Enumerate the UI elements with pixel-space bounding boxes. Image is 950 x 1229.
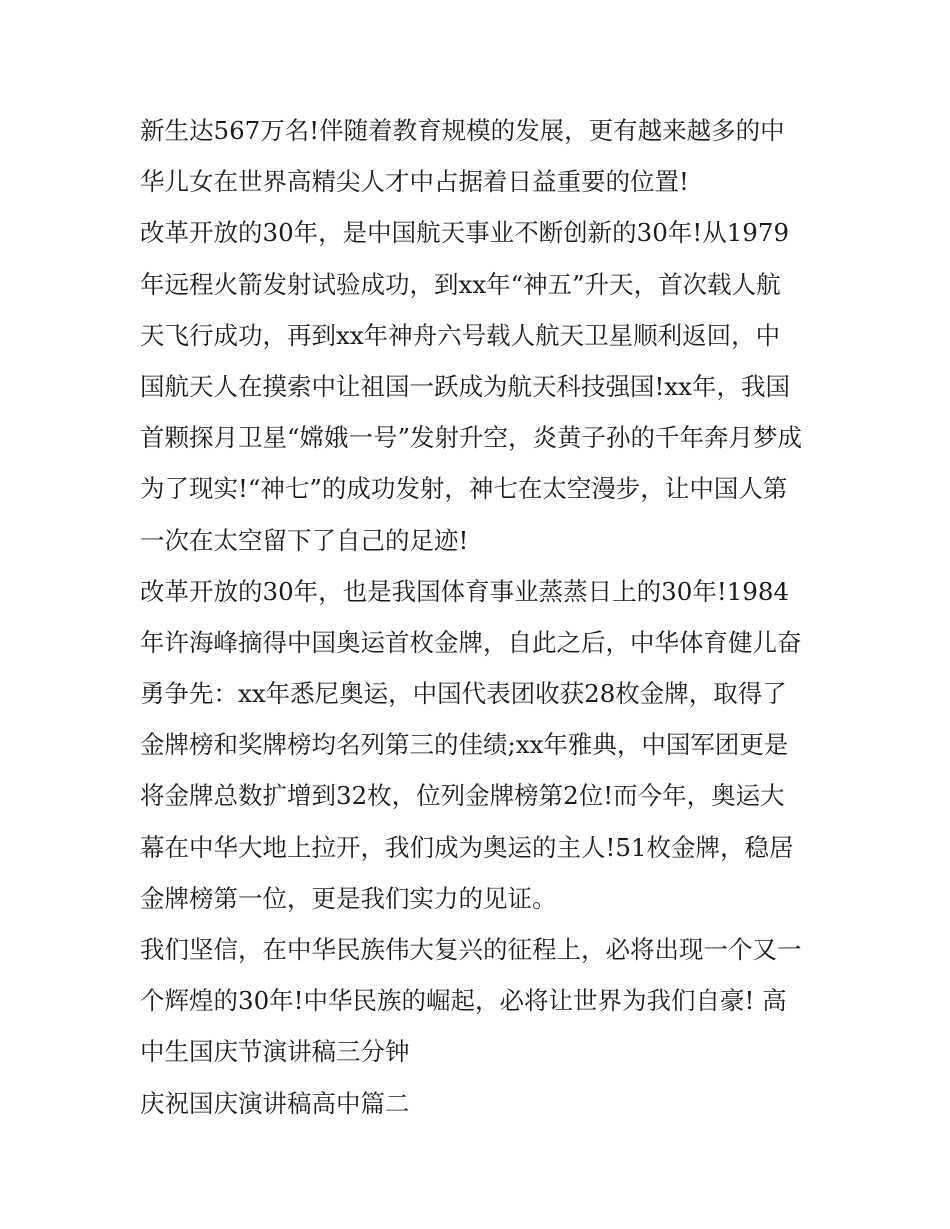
text-line: 改革开放的30年，也是我国体育事业蒸蒸日上的30年!1984 [140,576,790,606]
text-line: 年远程火箭发射试验成功，到xx年“神五”升天，首次载人航 [140,269,781,299]
text-line: 改革开放的30年，是中国航天事业不断创新的30年!从1979 [140,218,790,248]
text-line: 个辉煌的30年!中华民族的崛起，必将让世界为我们自豪! 高 [140,986,787,1016]
text-line: 新生达567万名!伴随着教育规模的发展，更有越来越多的中 [140,116,785,145]
text-line: 首颗探月卫星“嫦娥一号”发射升空，炎黄子孙的千年奔月梦成 [140,423,803,453]
text-line: 国航天人在摸索中让祖国一跃成为航天科技强国!xx年，我国 [140,371,790,401]
text-line: 幕在中华大地上拉开，我们成为奥运的主人!51枚金牌，稳居 [140,832,794,862]
text-line: 金牌榜第一位，更是我们实力的见证。 [140,883,557,913]
text-line: 天飞行成功，再到xx年神舟六号载人航天卫星顺利返回，中 [140,320,781,350]
text-line: 将金牌总数扩增到32枚，位列金牌榜第2位!而今年，奥运大 [140,781,785,811]
text-line: 为了现实!“神七”的成功发射，神七在太空漫步，让中国人第 [140,474,788,504]
text-line: 中生国庆节演讲稿三分钟 [140,1037,410,1067]
body-text [140,105,820,1129]
text-line: 华儿女在世界高精尖人才中占据着日益重要的位置! [140,167,689,197]
text-line: 金牌榜和奖牌榜均名列第三的佳绩;xx年雅典，中国军团更是 [140,730,789,760]
text-line: 勇争先：xx年悉尼奥运，中国代表团收获28枚金牌，取得了 [140,679,787,709]
text-line: 年许海峰摘得中国奥运首枚金牌，自此之后，中华体育健儿奋 [140,627,802,657]
heading-line: 庆祝国庆演讲稿高中篇二 [140,1088,410,1118]
text-line: 我们坚信，在中华民族伟大复兴的征程上，必将出现一个又一 [140,935,802,964]
text-line: 一次在太空留下了自己的足迹! [140,525,469,555]
